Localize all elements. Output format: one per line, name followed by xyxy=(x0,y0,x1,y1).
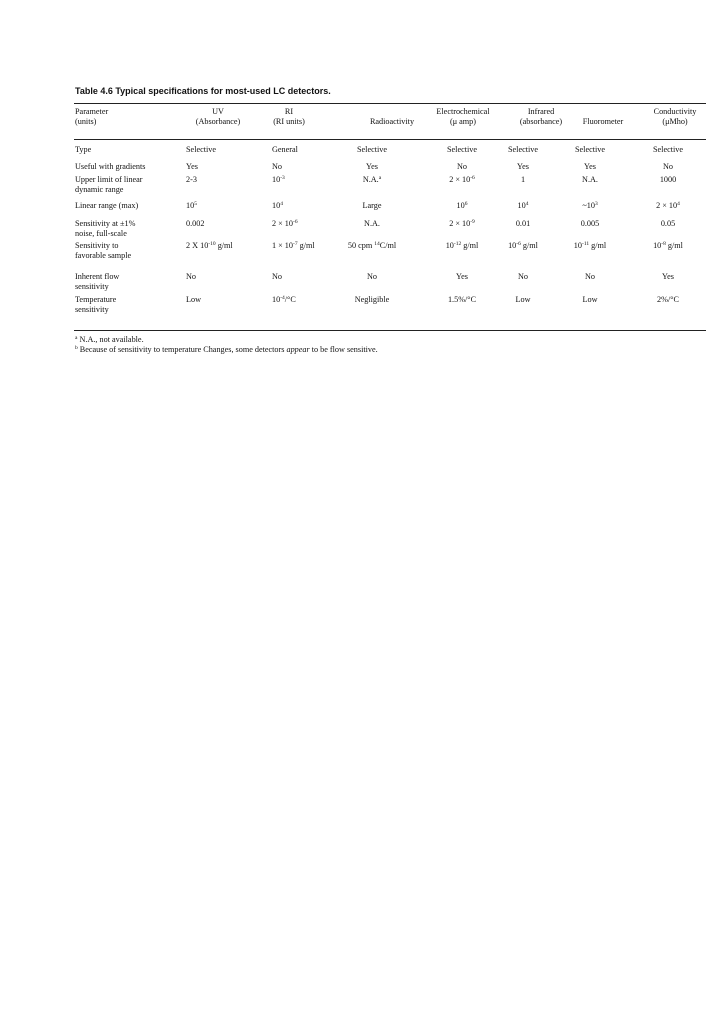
cell-noise-electro: $2 \times 10^{-9}$ xyxy=(449,219,475,228)
row-label-flow: sensitivity xyxy=(75,282,109,291)
cell-flow-conduct: Yes xyxy=(662,272,674,281)
cell-linear-fluoro: $\sim 10^3$ xyxy=(582,201,598,210)
cell-noise-ir: 0.01 xyxy=(515,219,531,228)
row-label-type: Type xyxy=(75,145,92,154)
cell-noise-fluoro: 0.005 xyxy=(580,219,600,228)
cell-flow-radio: No xyxy=(366,272,378,281)
header-electro: (μ amp) xyxy=(450,117,476,126)
cell-type-electro: Selective xyxy=(446,145,478,154)
row-label-gradients: Useful with gradients xyxy=(75,162,146,171)
header-conduct: (μMho) xyxy=(662,117,688,126)
cell-linear-radio: Large xyxy=(362,201,382,210)
cell-noise-uv: 0.002 xyxy=(186,219,205,228)
cell-linear-electro: $10^6$ xyxy=(456,201,468,210)
header-ir: Infrared xyxy=(527,107,555,116)
row-label-temp: Temperature xyxy=(75,295,117,304)
cell-gradients-fluoro: Yes xyxy=(584,162,596,171)
cell-linear-conduct: $2 \times 10^4$ xyxy=(656,201,680,210)
header-uv: UV xyxy=(212,107,224,116)
cell-favorable-ri: $1 \times 10^{-7}$ g/ml xyxy=(272,241,315,250)
cell-flow-uv: No xyxy=(186,272,197,281)
cell-type-radio: Selective xyxy=(356,145,388,154)
cell-favorable-conduct: $10^{-8}$ g/ml xyxy=(653,241,683,250)
cell-type-conduct: Selective xyxy=(652,145,684,154)
header-rule xyxy=(74,139,706,140)
cell-noise-ri: $2 \times 10^{-6}$ xyxy=(272,219,298,228)
cell-temp-radio: Negligible xyxy=(354,295,390,304)
row-label-linear: Linear range (max) xyxy=(75,201,139,210)
cell-temp-conduct: 2%/°C xyxy=(657,295,679,304)
header-parameter: (units) xyxy=(75,117,97,126)
header-conduct: Conductivity xyxy=(653,107,697,116)
cell-gradients-ri: No xyxy=(272,162,283,171)
row-label-noise: Sensitivity at ±1% xyxy=(75,219,136,228)
row-label-temp: sensitivity xyxy=(75,305,109,314)
cell-favorable-fluoro: $10^{-11}$ g/ml xyxy=(573,241,607,250)
row-label-favorable: Sensitivity to xyxy=(75,241,119,250)
cell-gradients-electro: No xyxy=(456,162,468,171)
cell-noise-conduct: 0.05 xyxy=(660,219,676,228)
cell-temp-ri: $10^{-4}/^\circ C$ xyxy=(272,295,296,304)
cell-linear-uv: $10^5$ xyxy=(186,201,197,210)
cell-type-ir: Selective xyxy=(507,145,539,154)
cell-upper-electro: $2 \times 10^{-6}$ xyxy=(449,175,475,184)
footnote-a: $^a$ N.A., not available. xyxy=(75,335,144,344)
row-label-upper: Upper limit of linear xyxy=(75,175,143,184)
cell-favorable-ir: $10^{-6}$ g/ml xyxy=(508,241,538,250)
cell-upper-radio: N.A.$^a$ xyxy=(362,175,382,184)
cell-type-fluoro: Selective xyxy=(574,145,606,154)
cell-temp-uv: Low xyxy=(186,295,202,304)
top-rule xyxy=(74,103,706,104)
cell-temp-electro: 1.5%/°C xyxy=(447,295,477,304)
header-radio: Radioactivity xyxy=(369,117,415,126)
cell-favorable-uv: 2 X $10^{-10}$ g/ml xyxy=(186,241,233,250)
cell-favorable-radio: 50 cpm $^{14}$C/ml xyxy=(347,241,397,250)
cell-upper-fluoro: N.A. xyxy=(582,175,598,184)
header-ir: (absorbance) xyxy=(519,117,563,126)
cell-gradients-conduct: No xyxy=(662,162,674,171)
header-fluoro: Fluorometer xyxy=(582,117,624,126)
cell-gradients-uv: Yes xyxy=(186,162,198,171)
cell-type-ri: General xyxy=(272,145,298,154)
cell-flow-electro: Yes xyxy=(456,272,468,281)
cell-upper-ri: $10^{-3}$ xyxy=(272,175,285,184)
cell-linear-ir: $10^4$ xyxy=(517,201,529,210)
row-label-upper: dynamic range xyxy=(75,185,124,194)
header-parameter: Parameter xyxy=(75,107,109,116)
cell-temp-ir: Low xyxy=(515,295,531,304)
table-title: Table 4.6 Typical specifications for most-used LC detectors. xyxy=(75,86,331,96)
cell-upper-conduct: 1000 xyxy=(659,175,677,184)
cell-flow-fluoro: No xyxy=(584,272,596,281)
cell-upper-uv: 2-3 xyxy=(186,175,197,184)
cell-type-uv: Selective xyxy=(186,145,217,154)
header-uv: (Absorbance) xyxy=(195,117,241,126)
cell-linear-ri: $10^4$ xyxy=(272,201,283,210)
footnote-b: $^b$ Because of sensitivity to temperature Changes, some detectors appear to be flow sensitive. xyxy=(75,345,378,354)
header-ri: RI xyxy=(284,107,294,116)
header-electro: Electrochemical xyxy=(436,107,490,116)
header-ri: (RI units) xyxy=(273,117,305,126)
cell-favorable-electro: $10^{-12}$ g/ml xyxy=(445,241,479,250)
bottom-rule xyxy=(74,330,706,331)
cell-noise-radio: N.A. xyxy=(364,219,380,228)
cell-temp-fluoro: Low xyxy=(582,295,598,304)
row-label-favorable: favorable sample xyxy=(75,251,132,260)
cell-flow-ri: No xyxy=(272,272,283,281)
cell-gradients-radio: Yes xyxy=(366,162,378,171)
cell-upper-ir: 1 xyxy=(520,175,526,184)
cell-flow-ir: No xyxy=(517,272,529,281)
cell-gradients-ir: Yes xyxy=(517,162,529,171)
row-label-noise: noise, full-scale xyxy=(75,229,127,238)
row-label-flow: Inherent flow xyxy=(75,272,120,281)
